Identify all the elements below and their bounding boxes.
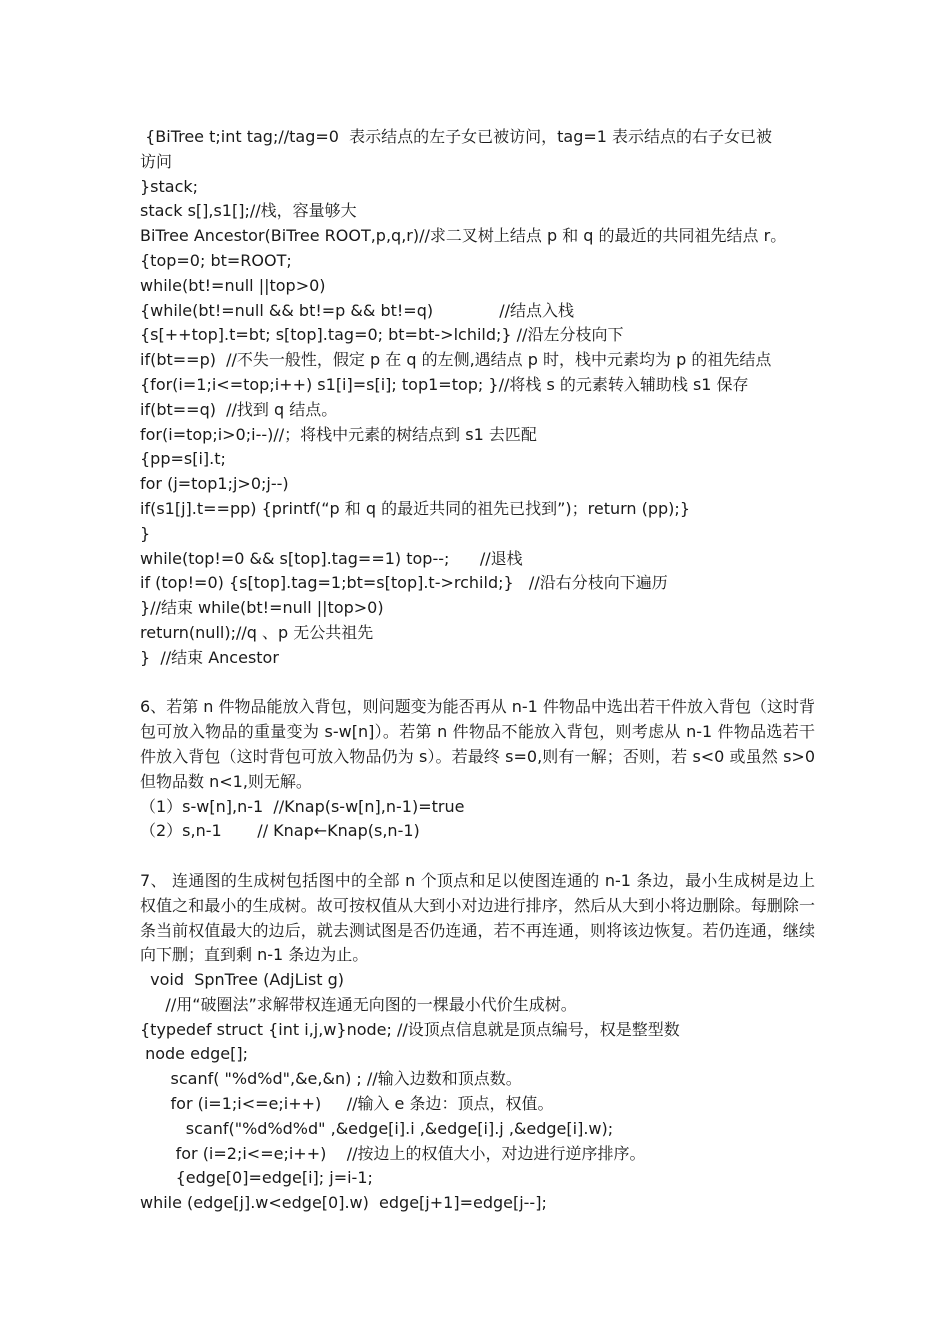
code-line: {top=0; bt=ROOT; [140,250,292,270]
spntree-code-line: for (i=1;i<=e;i++) //输入 e 条边：顶点，权值。 [140,1094,554,1114]
paragraph-gap [140,844,815,869]
code-line: {while(bt!=null && bt!=p && bt!=q) //结点入栈 [140,300,575,320]
spntree-code-line: {typedef struct {int i,j,w}node; //设顶点信息就是顶点编号，权是整型数 [140,1019,680,1039]
section-6-item: （2）s,n-1 // Knap←Knap(s,n-1) [140,821,420,841]
code-line: } [140,523,151,543]
ancestor-code-block [140,125,815,671]
code-line: BiTree Ancestor(BiTree ROOT,p,q,r)//求二叉树上结点 p 和 q 的最近的共同祖先结点 r。 [140,226,787,246]
code-line: if(bt==q) //找到 q 结点。 [140,399,338,419]
code-line: {for(i=1;i<=top;i++) s1[i]=s[i]; top1=top; }//将栈 s 的元素转入辅助栈 s1 保存 [140,374,749,394]
section-6 [140,695,815,844]
spntree-code-line: for (i=2;i<=e;i++) //按边上的权值大小，对边进行逆序排序。 [140,1143,646,1163]
code-line: for (j=top1;j>0;j--) [140,474,289,494]
code-line: }stack; [140,176,199,196]
code-line: if (top!=0) {s[top].tag=1;bt=s[top].t->rchild;} //沿右分枝向下遍历 [140,573,668,593]
section-6-paragraph: 6、若第 n 件物品能放入背包，则问题变为能否再从 n-1 件物品中选出若干件放入背包（这时背包可放入物品的重量变为 s-w[n]）。若第 n 件物品不能放入背包，则考虑从 n-1 件物品选若干件放入背包（这时背包可放入物品仍为 s）。若最终 s=0,则有一解；否则，若 s<0 或虽然 s>0 但物品数 n<1,则无解。 [140,697,815,791]
spntree-code-line: //用“破圈法”求解带权连通无向图的一棵最小代价生成树。 [140,994,577,1014]
code-line: for(i=top;i>0;i--)//；将栈中元素的树结点到 s1 去匹配 [140,424,537,444]
code-line: } //结束 Ancestor [140,647,279,667]
spntree-code-line: scanf( "%d%d",&e,&n) ; //输入边数和顶点数。 [140,1069,522,1089]
code-line: }//结束 while(bt!=null ||top>0) [140,598,384,618]
section-7-paragraph: 7、 连通图的生成树包括图中的全部 n 个顶点和足以使图连通的 n-1 条边，最小生成树是边上权值之和最小的生成树。故可按权值从大到小对边进行排序，然后从大到小将边删除。每删除一条当前权值最大的边后，就去测试图是否仍连通，若不再连通，则将该边恢复。若仍连通，继续向下删；直到剩 n-1 条边为止。 [140,870,815,965]
spntree-code-line: node edge[]; [140,1044,248,1064]
code-line: {pp=s[i].t; [140,449,226,469]
code-line: 访问 [140,151,173,171]
document-content [140,125,815,1216]
section-6-item: （1）s-w[n],n-1 //Knap(s-w[n],n-1)=true [140,796,465,816]
section-7 [140,869,815,1216]
code-line: stack s[],s1[];//栈，容量够大 [140,201,357,221]
code-line: while(top!=0 && s[top].tag==1) top--; //退栈 [140,548,523,568]
code-line: if(bt==p) //不失一般性，假定 p 在 q 的左侧,遇结点 p 时，栈中元素均为 p 的祖先结点 [140,350,772,370]
code-line: while(bt!=null ||top>0) [140,275,326,295]
code-line: {s[++top].t=bt; s[top].tag=0; bt=bt->lchild;} //沿左分枝向下 [140,325,624,345]
spntree-code-line: scanf("%d%d%d" ,&edge[i].i ,&edge[i].j ,&edge[i].w); [140,1118,614,1138]
code-line: {BiTree t;int tag;//tag=0 表示结点的左子女已被访问，tag=1 表示结点的右子女已被 [140,127,773,146]
paragraph-gap [140,671,815,696]
code-line: return(null);//q 、p 无公共祖先 [140,622,374,642]
spntree-code-line: void SpnTree (AdjList g) [140,970,345,990]
spntree-code-line: {edge[0]=edge[i]; j=i-1; [140,1168,373,1188]
spntree-code-line: while (edge[j].w<edge[0].w) edge[j+1]=edge[j--]; [140,1193,547,1213]
code-line: if(s1[j].t==pp) {printf(“p 和 q 的最近共同的祖先已找到”)；return (pp);} [140,498,690,518]
